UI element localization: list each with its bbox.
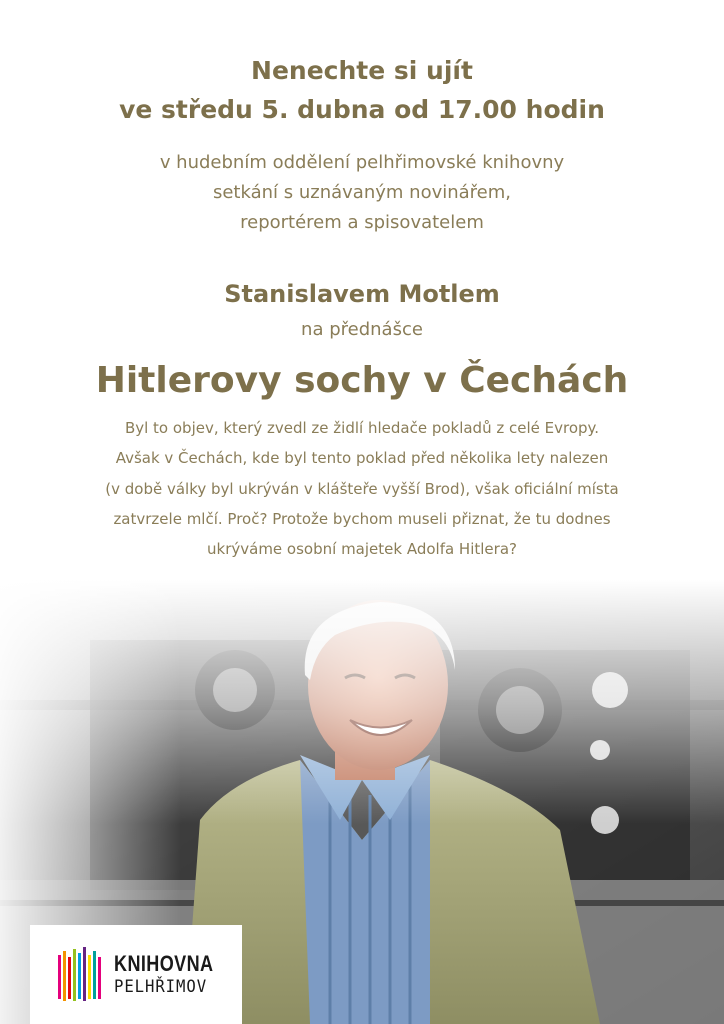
description-line: Byl to objev, který zvedl ze židlí hledače pokladů z celé Evropy.	[124, 419, 600, 437]
speaker-name: Stanislavem Motlem	[224, 280, 500, 308]
lecture-title: Hitlerovy sochy v Čechách	[95, 360, 629, 401]
logo-subtitle: PELHŘIMOV	[114, 977, 208, 997]
venue-line-1: v hudebním oddělení pelhřimovské knihovny	[159, 152, 565, 173]
venue-line-2: setkání s uznávaným novinářem,	[212, 182, 512, 203]
logo-title: KNIHOVNA	[114, 951, 214, 976]
description-line: zatvrzele mlčí. Proč? Protože bychom museli přiznat, že tu dodnes	[113, 510, 611, 528]
library-logo[interactable]	[30, 925, 242, 1024]
lecture-intro: na přednášce	[301, 319, 423, 340]
logo-bars-icon	[58, 947, 104, 1003]
venue-line-3: reportérem a spisovatelem	[240, 212, 484, 233]
intro-date: ve středu 5. dubna od 17.00 hodin	[119, 95, 605, 124]
description-line: Avšak v Čechách, kde byl tento poklad před několika lety nalezen	[115, 449, 609, 467]
description-line: (v době války byl ukrýván v klášteře vyšší Brod), však oficiální místa	[105, 480, 619, 498]
intro-line-1: Nenechte si ujít	[251, 56, 473, 85]
description-line: ukrýváme osobní majetek Adolfa Hitlera?	[207, 540, 517, 558]
